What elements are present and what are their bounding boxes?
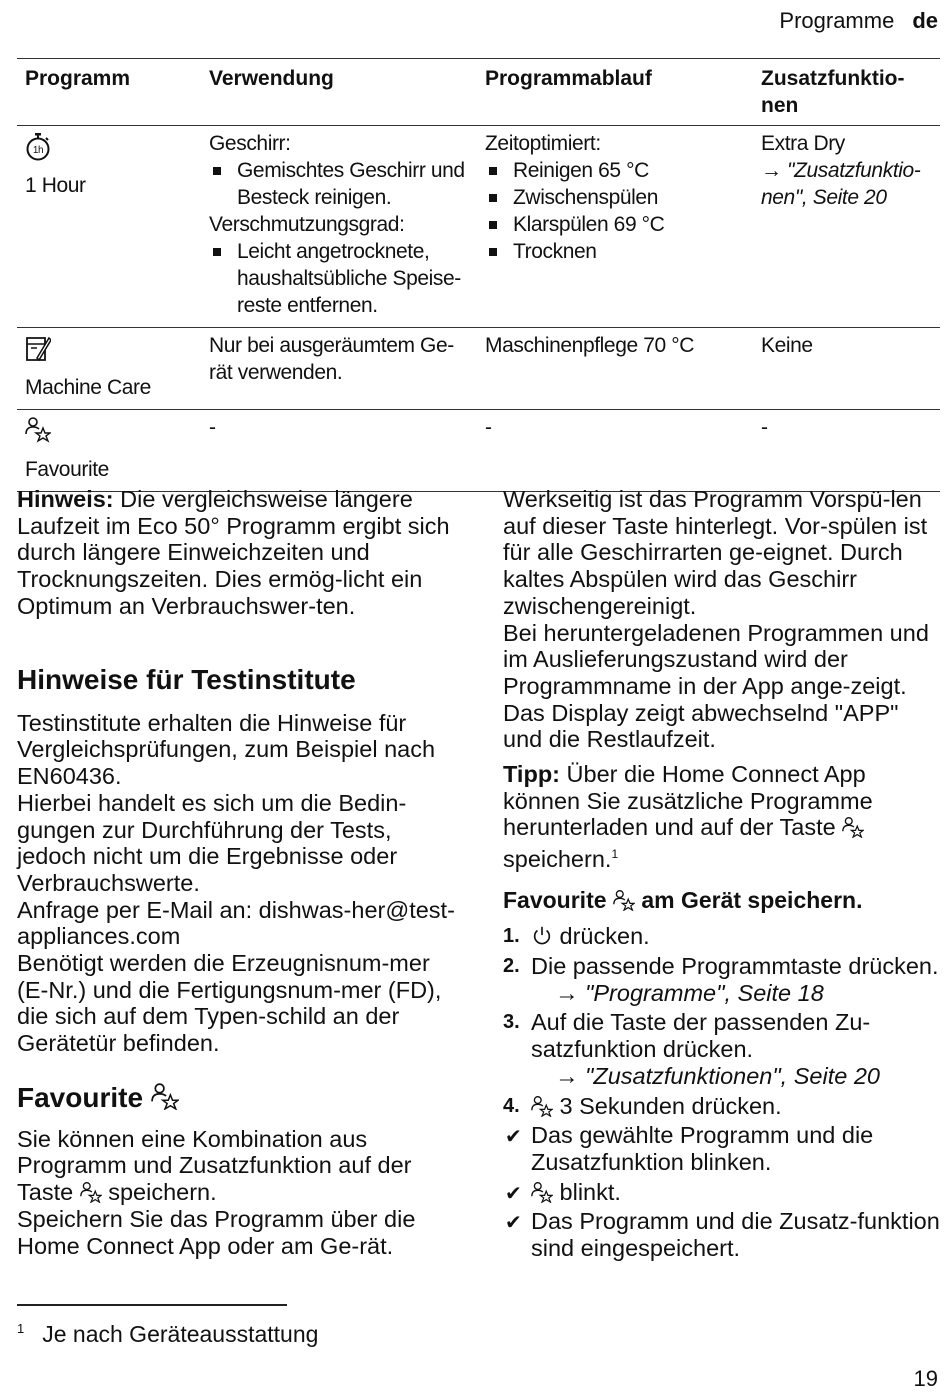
steps-list bbox=[503, 923, 943, 1261]
usage-item: Gemischtes Geschirr und Besteck reinigen. bbox=[209, 157, 469, 211]
favourite-icon bbox=[25, 416, 51, 446]
section-heading-favourite: Favourite bbox=[17, 1082, 457, 1112]
result-item: ✔ Das Programm und die Zusatz-funktion sind eingespeichert. bbox=[505, 1208, 940, 1262]
timer-1h-icon bbox=[25, 132, 51, 162]
program-table bbox=[17, 58, 940, 492]
footnote bbox=[17, 1321, 318, 1348]
paragraph: Testinstitute erhalten die Hinweise für Vergleichsprüfungen, zum Beispiel nach EN60436. bbox=[17, 709, 436, 790]
program-name: 1 Hour bbox=[25, 174, 86, 197]
flow-item: Zwischenspülen bbox=[485, 184, 745, 211]
cell-extra: Keine bbox=[761, 334, 813, 357]
extra-function: Extra Dry bbox=[761, 132, 845, 155]
step-item: 3. Auf die Taste der passenden Zu-satzfunktion drücken. → "Zusatzfunktionen", Seite 20 bbox=[503, 1009, 880, 1089]
cell-usage: - bbox=[209, 416, 216, 439]
cell-usage: Nur bei ausgeräumtem Ge-rät verwenden. bbox=[209, 334, 454, 384]
subheading-save-favourite: Favourite am Gerät speichern. bbox=[503, 886, 863, 913]
cell-flow: Maschinenpflege 70 °C bbox=[485, 334, 694, 357]
note-label: Hinweis: bbox=[17, 486, 114, 512]
cell-flow bbox=[477, 126, 753, 328]
cell-extra bbox=[753, 126, 940, 328]
favourite-icon bbox=[531, 1181, 553, 1203]
col-header-zusatzfunktionen: Zusatzfunktio- nen bbox=[761, 67, 905, 117]
arrow-icon: → bbox=[761, 159, 788, 182]
result-item: ✔ Das gewählte Programm und die Zusatzfunktion blinken. bbox=[505, 1122, 874, 1175]
section-heading-test: Hinweise für Testinstitute bbox=[17, 664, 356, 695]
power-icon bbox=[531, 925, 553, 947]
usage-item: Leicht angetrocknete, haushaltsübliche Speise-reste entfernen. bbox=[209, 238, 469, 319]
table-row bbox=[17, 328, 940, 410]
table-header-row bbox=[17, 59, 940, 126]
paragraph: Bei heruntergeladenen Programmen und im Auslieferungszustand wird der Programmname in der App ange-zeigt. Das Display zeigt abwechselnd "APP" und die Restlaufzeit. bbox=[503, 619, 929, 753]
paragraph: Benötigt werden die Erzeugnisnum-mer (E-Nr.) und die Fertigungsnum-mer (FD), die sich auf dem Typen-schild an der Gerätetür befinden. bbox=[17, 950, 442, 1057]
paragraph: Speichern Sie das Programm über die Home Connect App oder am Ge-rät. bbox=[17, 1205, 416, 1259]
step-item: 4. 3 Sekunden drücken. bbox=[503, 1092, 782, 1119]
flow-item: Klarspülen 69 °C bbox=[485, 211, 745, 238]
favourite-icon bbox=[842, 816, 864, 838]
table-row bbox=[17, 126, 940, 328]
arrow-icon: → bbox=[555, 1062, 586, 1089]
footnote-divider bbox=[17, 1304, 287, 1306]
step-item: 2. Die passende Programmtaste drücken. → "Programme", Seite 18 bbox=[503, 953, 939, 1006]
cross-reference-link[interactable]: "Zusatzfunktio-nen", Seite 20 bbox=[761, 159, 921, 209]
checkmark-icon: ✔ bbox=[505, 1126, 522, 1149]
flow-item: Reinigen 65 °C bbox=[485, 157, 745, 184]
flow-item: Trocknen bbox=[485, 238, 745, 265]
favourite-icon bbox=[531, 1095, 553, 1117]
paragraph: Hierbei handelt es sich um die Bedin-gungen zur Durchführung der Tests, jedoch nicht um die Ergebnisse oder Verbrauchswerte. bbox=[17, 789, 407, 896]
checkmark-icon: ✔ bbox=[505, 1182, 522, 1205]
favourite-section: Favourite Sie können eine Kombination aus Programm und Zusatzfunktion auf der Taste speichern. Speichern Sie das Programm über die Home Connect App oder am Ge-rät. bbox=[17, 1082, 457, 1259]
right-column bbox=[503, 486, 943, 1265]
flow-intro: Zeitoptimiert: bbox=[485, 132, 601, 155]
favourite-icon bbox=[80, 1181, 102, 1203]
cross-reference-link[interactable]: "Zusatzfunktionen", Seite 20 bbox=[585, 1062, 880, 1089]
col-header-programmablauf: Programmablauf bbox=[485, 67, 652, 90]
paragraph: Sie können eine Kombination aus Programm und Zusatzfunktion auf der Taste bbox=[17, 1125, 412, 1206]
header-section: Programme bbox=[779, 8, 895, 33]
favourite-icon bbox=[613, 889, 635, 911]
arrow-icon: → bbox=[555, 979, 586, 1006]
cell-program bbox=[17, 328, 201, 410]
cell-program bbox=[17, 126, 201, 328]
tip-label: Tipp: bbox=[503, 761, 560, 788]
usage-intro: Geschirr: bbox=[209, 132, 291, 155]
favourite-icon bbox=[151, 1082, 179, 1110]
paragraph: Anfrage per E-Mail an: dishwas-her@test-appliances.com bbox=[17, 896, 455, 950]
cell-program bbox=[17, 410, 201, 492]
program-name: Favourite bbox=[25, 458, 109, 481]
result-item: ✔ blinkt. bbox=[503, 1179, 943, 1206]
program-name: Machine Care bbox=[25, 376, 151, 399]
cell-usage bbox=[201, 126, 477, 328]
svg-text:1h: 1h bbox=[32, 145, 44, 156]
col-header-programm: Programm bbox=[25, 67, 131, 90]
footnote-ref[interactable]: 1 bbox=[611, 847, 619, 862]
footnote-text: Je nach Geräteausstattung bbox=[42, 1321, 319, 1347]
page-header bbox=[779, 8, 938, 34]
usage-intro: Verschmutzungsgrad: bbox=[209, 213, 405, 236]
cross-reference-link[interactable]: "Programme", Seite 18 bbox=[585, 979, 824, 1006]
checkmark-icon: ✔ bbox=[505, 1212, 522, 1235]
machine-care-icon bbox=[25, 334, 51, 364]
footnote-mark: 1 bbox=[17, 1321, 25, 1337]
col-header-verwendung: Verwendung bbox=[209, 67, 334, 90]
tip-paragraph: Tipp: Über die Home Connect App können Sie zusätzliche Programme herunterladen und auf der Taste speichern.$^1$ bbox=[503, 761, 873, 872]
cell-flow: - bbox=[485, 416, 492, 439]
paragraph: Werkseitig ist das Programm Vorspü-len auf dieser Taste hinterlegt. Vor-spülen ist für alle Geschirrarten ge-eignet. Durch kaltes Abspülen wird das Geschirr zwischengereinigt. bbox=[503, 486, 928, 619]
note-block bbox=[17, 486, 457, 620]
note-text: Die vergleichsweise längere Laufzeit im Eco 50° Programm ergibt sich durch längere Einweichzeiten und Trocknungszeiten. Dies ermög-licht ein Optimum an Verbrauchswer-ten. bbox=[17, 486, 450, 619]
header-lang: de bbox=[912, 8, 938, 33]
step-item: 1. drücken. bbox=[503, 923, 650, 950]
cell-extra: - bbox=[761, 416, 768, 439]
test-section bbox=[17, 664, 457, 1057]
page-number: 19 bbox=[913, 1366, 938, 1391]
table-row bbox=[17, 410, 940, 492]
